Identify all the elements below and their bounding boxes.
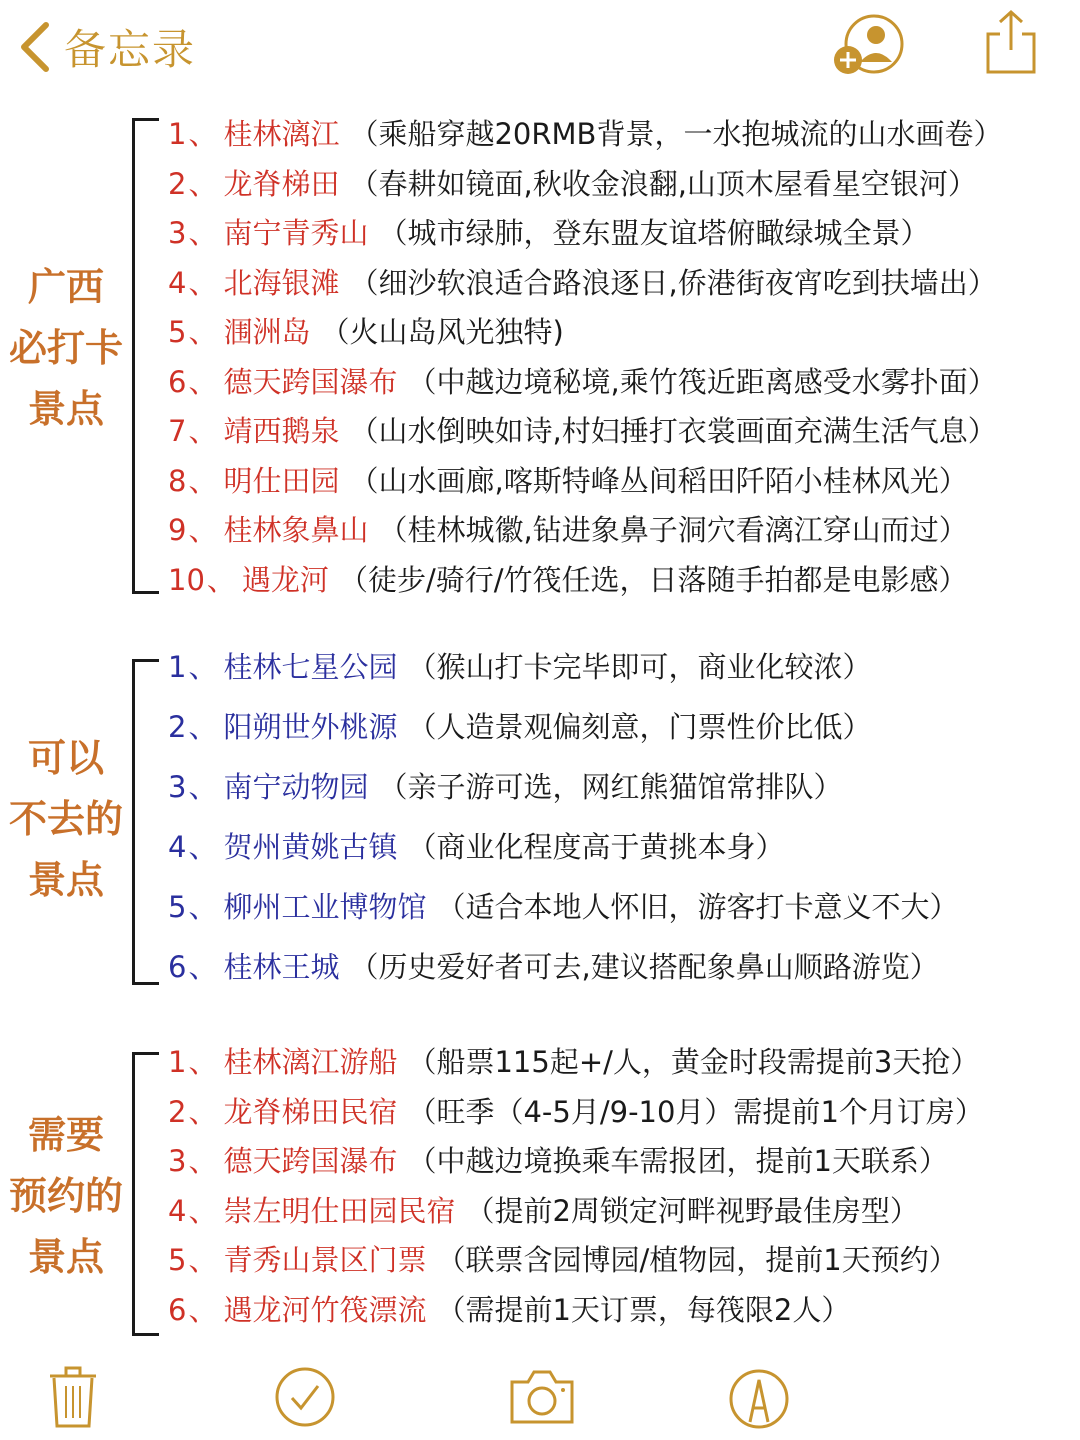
item-name: 德天跨国瀑布 xyxy=(223,364,398,399)
item-separator: 、 xyxy=(206,562,236,597)
item-description: （山水倒映如诗,村妇捶打衣裳画面充满生活气息） xyxy=(349,414,997,448)
item-description: （中越边境换乘车需报团，提前1天联系） xyxy=(407,1144,948,1178)
back-button[interactable] xyxy=(14,18,196,76)
item-separator: 、 xyxy=(188,513,218,547)
item-separator: 、 xyxy=(188,650,218,684)
item-description: （细沙软浪适合路浪逐日,侨港街夜宵吃到扶墙出） xyxy=(349,265,997,300)
item-name: 桂林七星公园 xyxy=(223,650,398,684)
item-number: 7 xyxy=(168,414,187,448)
item-separator: 、 xyxy=(188,364,218,399)
item-description: （猴山打卡完毕即可，商业化较浓） xyxy=(407,650,872,684)
section-must-visit xyxy=(0,112,1080,602)
item-description: （火山岛风光独特) xyxy=(320,315,564,349)
list-item xyxy=(168,1040,979,1081)
item-separator: 、 xyxy=(188,950,218,984)
list-item xyxy=(168,825,785,866)
item-separator: 、 xyxy=(188,1243,218,1277)
item-separator: 、 xyxy=(188,414,218,448)
add-person-button[interactable] xyxy=(828,10,908,80)
list-item xyxy=(168,705,872,746)
item-number: 3 xyxy=(168,1144,187,1178)
item-description: （春耕如镜面,秋收金浪翻,山顶木屋看星空银河） xyxy=(349,166,977,201)
item-number: 1 xyxy=(168,650,187,684)
list-item xyxy=(168,1238,958,1279)
list-item xyxy=(168,360,997,401)
item-separator: 、 xyxy=(188,1144,218,1178)
item-description: （提前2周锁定河畔视野最佳房型） xyxy=(465,1193,919,1228)
back-label: 备忘录 xyxy=(64,25,197,74)
add-person-icon xyxy=(828,10,908,80)
item-name: 桂林王城 xyxy=(223,950,340,984)
item-number: 6 xyxy=(168,1292,187,1327)
item-number: 2 xyxy=(168,1094,187,1129)
item-name: 阳朔世外桃源 xyxy=(223,710,398,744)
list-item xyxy=(168,885,959,926)
item-number: 6 xyxy=(168,950,187,984)
item-number: 8 xyxy=(168,463,187,498)
item-description: （城市绿肺，登东盟友谊塔俯瞰绿城全景） xyxy=(378,216,930,250)
item-separator: 、 xyxy=(188,315,218,349)
item-number: 5 xyxy=(168,1243,187,1277)
item-number: 4 xyxy=(168,265,187,300)
item-description: （山水画廊,喀斯特峰丛间稻田阡陌小桂林风光） xyxy=(349,463,968,498)
item-separator: 、 xyxy=(188,770,218,804)
item-number: 5 xyxy=(168,890,187,924)
item-separator: 、 xyxy=(188,216,218,250)
trash-icon[interactable] xyxy=(48,1366,98,1430)
item-number: 2 xyxy=(168,710,187,744)
item-separator: 、 xyxy=(188,710,218,744)
checkmark-icon[interactable] xyxy=(274,1366,336,1428)
list-item xyxy=(168,112,1002,153)
item-separator: 、 xyxy=(188,265,218,300)
item-description: （亲子游可选，网红熊猫馆常排队） xyxy=(378,770,843,804)
item-number: 3 xyxy=(168,770,187,804)
item-description: （徒步/骑行/竹筏任选，日落随手拍都是电影感） xyxy=(338,562,968,597)
share-button[interactable] xyxy=(980,8,1042,78)
bracket xyxy=(132,118,159,594)
item-name: 柳州工业博物馆 xyxy=(223,890,427,924)
item-separator: 、 xyxy=(188,166,218,201)
item-name: 贺州黄姚古镇 xyxy=(223,830,398,864)
item-name: 桂林漓江 xyxy=(223,117,340,151)
item-number: 1 xyxy=(168,117,187,151)
list-item xyxy=(168,558,967,599)
section-title: 可以 不去的 景点 xyxy=(8,735,123,902)
pen-markup-icon[interactable] xyxy=(728,1366,790,1430)
list-item xyxy=(168,1139,948,1180)
section-title: 广西 必打卡 景点 xyxy=(8,264,123,431)
list-item xyxy=(168,645,872,686)
item-number: 1 xyxy=(168,1045,187,1079)
item-description: （联票含园博园/植物园，提前1天预约） xyxy=(436,1243,958,1277)
item-description: （适合本地人怀旧，游客打卡意义不大） xyxy=(436,890,959,924)
item-number: 4 xyxy=(168,1193,187,1228)
item-separator: 、 xyxy=(188,830,218,864)
list-item xyxy=(168,211,930,252)
item-separator: 、 xyxy=(188,890,218,924)
item-name: 涠洲岛 xyxy=(223,315,311,349)
section-title: 需要 预约的 景点 xyxy=(8,1112,123,1279)
bottom-toolbar xyxy=(0,1360,1080,1440)
item-number: 5 xyxy=(168,315,187,349)
item-name: 遇龙河竹筏漂流 xyxy=(223,1292,427,1327)
item-description: （桂林城徽,钻进象鼻子洞穴看漓江穿山而过） xyxy=(378,513,968,547)
navigation-bar xyxy=(0,0,1080,95)
list-item xyxy=(168,261,997,302)
camera-icon[interactable] xyxy=(508,1366,576,1426)
item-separator: 、 xyxy=(188,1094,218,1129)
item-number: 9 xyxy=(168,513,187,547)
item-description: （商业化程度高于黄挑本身） xyxy=(407,830,785,864)
list-item xyxy=(168,765,843,806)
list-item xyxy=(168,459,968,500)
item-description: （中越边境秘境,乘竹筏近距离感受水雾扑面） xyxy=(407,364,997,399)
item-description: （船票115起+/人，黄金时段需提前3天抢） xyxy=(407,1045,980,1079)
item-name: 明仕田园 xyxy=(223,463,340,498)
list-item xyxy=(168,1288,850,1329)
item-number: 10 xyxy=(168,562,205,597)
list-item xyxy=(168,1090,984,1131)
list-item xyxy=(168,1189,919,1230)
bracket xyxy=(132,659,159,985)
item-name: 龙脊梯田民宿 xyxy=(223,1094,398,1129)
item-separator: 、 xyxy=(188,463,218,498)
item-name: 崇左明仕田园民宿 xyxy=(223,1193,456,1228)
section-reservation-needed xyxy=(0,1040,1080,1340)
item-name: 德天跨国瀑布 xyxy=(223,1144,398,1178)
item-name: 桂林漓江游船 xyxy=(223,1045,398,1079)
item-name: 青秀山景区门票 xyxy=(223,1243,427,1277)
item-name: 北海银滩 xyxy=(223,265,340,300)
bracket xyxy=(132,1052,159,1336)
item-separator: 、 xyxy=(188,1292,218,1327)
item-number: 4 xyxy=(168,830,187,864)
item-description: （需提前1天订票，每筏限2人） xyxy=(436,1292,851,1327)
item-name: 龙脊梯田 xyxy=(223,166,340,201)
item-description: （人造景观偏刻意，门票性价比低） xyxy=(407,710,872,744)
list-item xyxy=(168,310,564,351)
item-separator: 、 xyxy=(188,1045,218,1079)
item-number: 2 xyxy=(168,166,187,201)
item-description: （旺季（4-5月/9-10月）需提前1个月订房） xyxy=(407,1094,984,1129)
list-item xyxy=(168,162,977,203)
item-description: （历史爱好者可去,建议搭配象鼻山顺路游览） xyxy=(349,950,939,984)
item-separator: 、 xyxy=(188,117,218,151)
item-number: 3 xyxy=(168,216,187,250)
section-can-skip xyxy=(0,645,1080,995)
list-item xyxy=(168,409,997,450)
share-icon xyxy=(980,8,1042,78)
item-name: 南宁青秀山 xyxy=(223,216,369,250)
item-number: 6 xyxy=(168,364,187,399)
list-item xyxy=(168,945,939,986)
item-name: 靖西鹅泉 xyxy=(223,414,340,448)
list-item xyxy=(168,508,968,549)
item-separator: 、 xyxy=(188,1193,218,1228)
item-name: 遇龙河 xyxy=(241,562,329,597)
item-description: （乘船穿越20RMB背景，一水抱城流的山水画卷） xyxy=(349,117,1003,151)
item-name: 桂林象鼻山 xyxy=(223,513,369,547)
chevron-left-icon xyxy=(14,19,56,75)
item-name: 南宁动物园 xyxy=(223,770,369,804)
